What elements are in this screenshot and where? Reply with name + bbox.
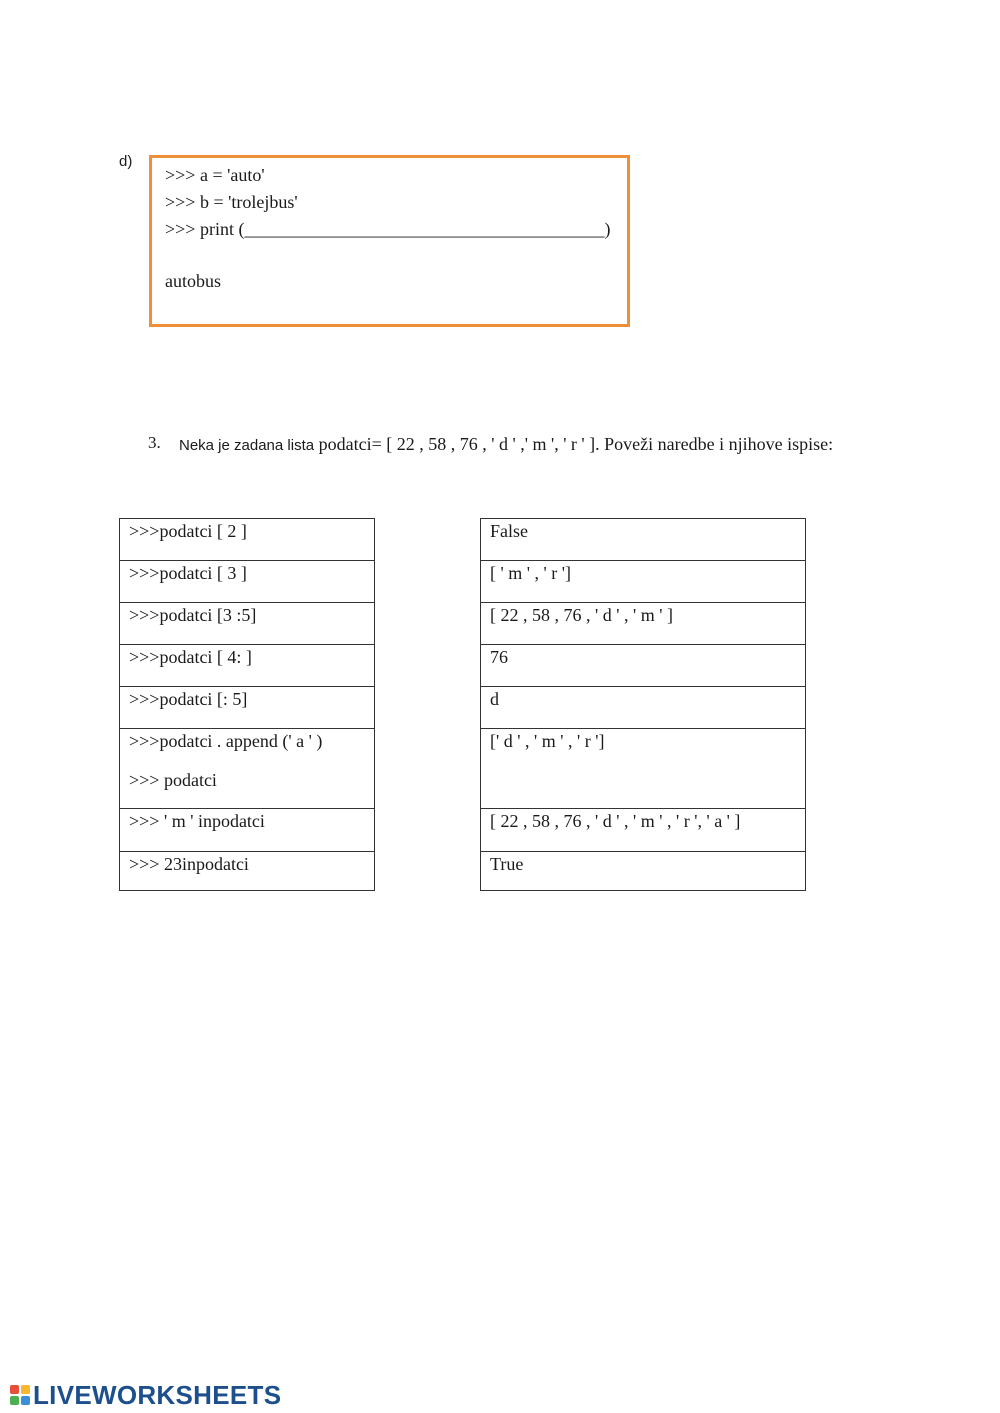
command-cell[interactable]: >>>podatci [: 5] [120,687,375,729]
code-output: autobus [165,271,221,291]
question-text [179,431,869,459]
question-lead: Neka je zadana lista [179,437,315,454]
output-cell[interactable]: [' d ' , ' m ' , ' r '] [481,729,806,809]
command-cell[interactable]: >>> 23inpodatci [120,852,375,891]
logo-block-blue [21,1396,30,1405]
outputs-table [480,518,806,891]
code-box [149,155,630,327]
question-number: 3. [148,433,161,452]
command-cell[interactable]: >>>podatci [3 :5] [120,603,375,645]
liveworksheets-logo[interactable] [10,1380,281,1410]
code-line-print: >>> print (________________________________________) [165,219,611,239]
output-cell[interactable]: [ ' m ' , ' r '] [481,561,806,603]
logo-block-red [10,1385,19,1394]
part-label: d) [119,153,133,170]
command-cell[interactable]: >>>podatci . append (' a ' ) >>> podatci [120,729,375,809]
command-cell[interactable]: >>>podatci [ 3 ] [120,561,375,603]
logo-block-green [10,1396,19,1405]
command-cell[interactable]: >>> ' m ' inpodatci [120,809,375,852]
output-cell[interactable]: False [481,519,806,561]
command-cell[interactable]: >>>podatci [ 4: ] [120,645,375,687]
output-cell[interactable]: d [481,687,806,729]
output-cell[interactable]: [ 22 , 58 , 76 , ' d ' , ' m ' ] [481,603,806,645]
code-line-a: >>> a = 'auto' [165,165,265,185]
commands-table [119,518,375,891]
brand-name: LIVEWORKSHEETS [33,1379,282,1410]
output-cell[interactable]: [ 22 , 58 , 76 , ' d ' , ' m ' , ' r ', ' a ' ] [481,809,806,852]
code-line-b: >>> b = 'trolejbus' [165,192,298,212]
command-cell[interactable]: >>>podatci [ 2 ] [120,519,375,561]
output-cell[interactable]: 76 [481,645,806,687]
question-body: podatci= [ 22 , 58 , 76 , ' d ' ,' m ', ' r ' ]. Poveži naredbe i njihove ispise: [314,434,834,454]
liveworksheets-logo-icon [10,1385,30,1405]
logo-block-yellow [21,1385,30,1394]
output-cell[interactable]: True [481,852,806,891]
